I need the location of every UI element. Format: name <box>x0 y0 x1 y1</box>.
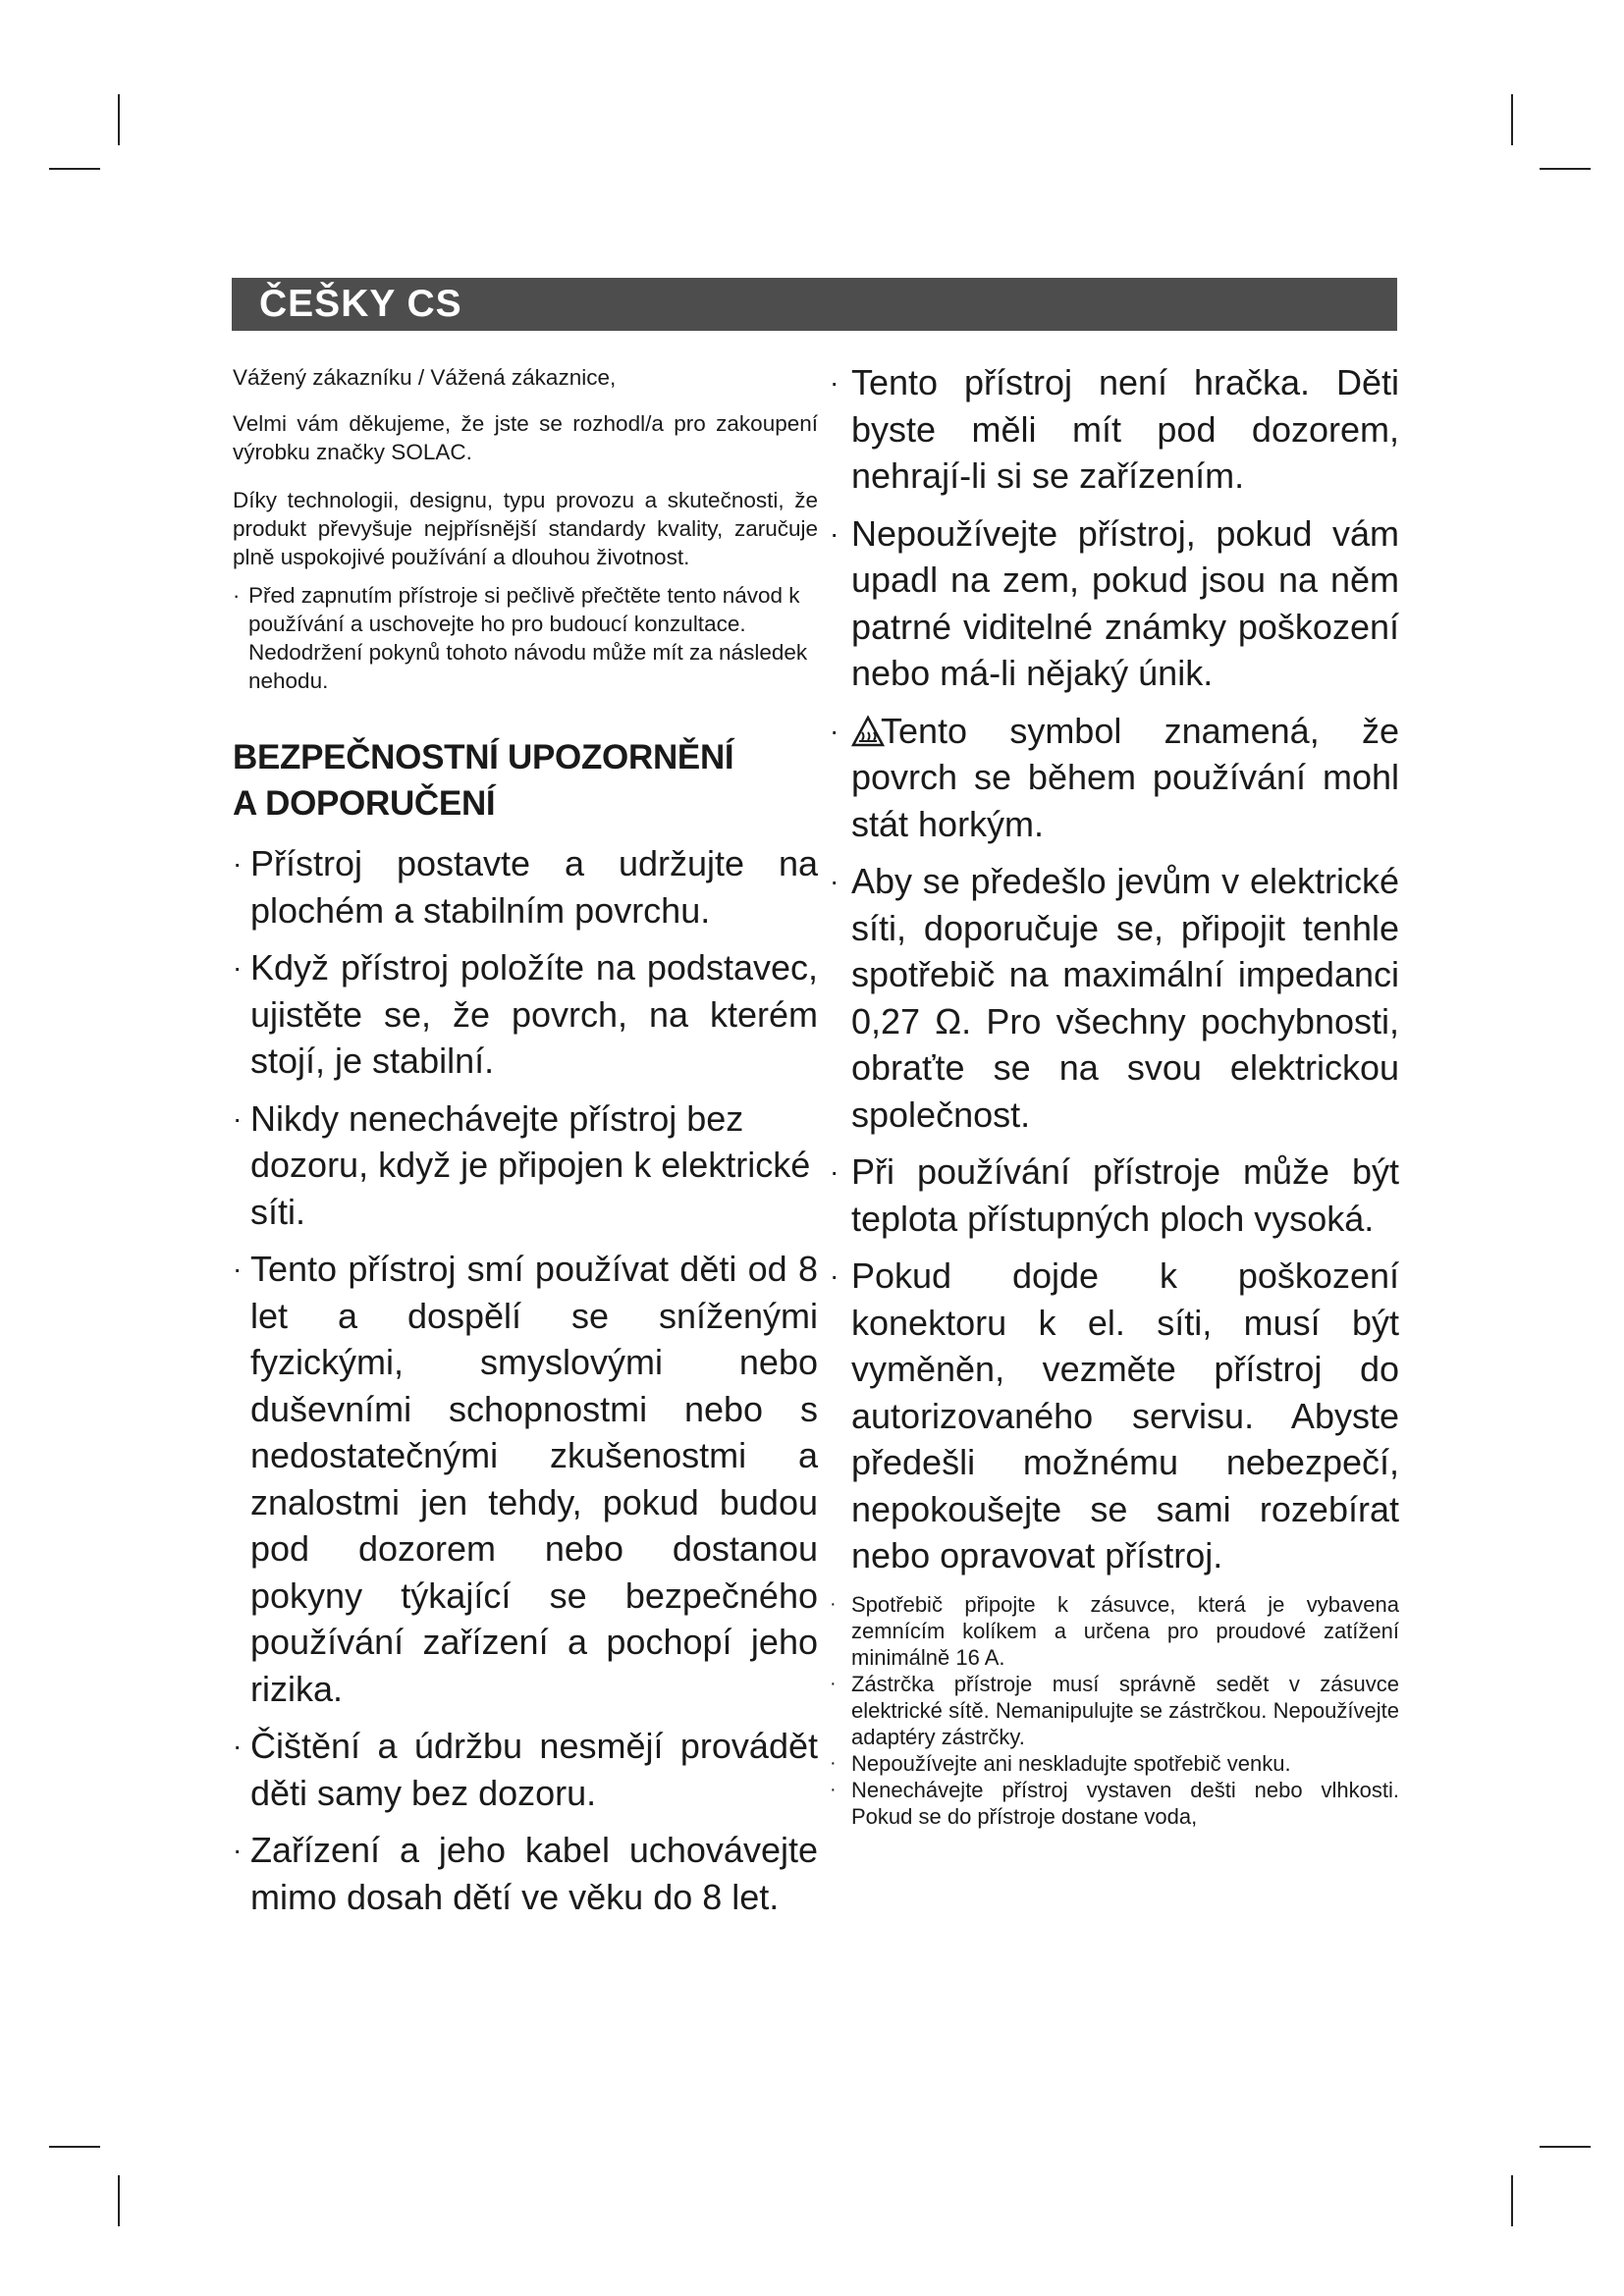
bullet-dot: · <box>233 1731 243 1761</box>
small-print-item <box>830 1591 1399 1671</box>
small-print-item <box>830 1671 1399 1750</box>
crop-mark <box>118 2175 120 2226</box>
crop-mark <box>49 168 100 170</box>
small-print-text: Nenechávejte přístroj vystaven dešti nebo vlhkosti. Pokud se do přístroje dostane voda, <box>851 1777 1399 1829</box>
left-column <box>233 363 818 1931</box>
crop-mark <box>1540 2146 1591 2148</box>
hot-surface-warning-icon <box>851 715 885 748</box>
safety-bullet-text: Zařízení a jeho kabel uchovávejte mimo dosah dětí ve věku do 8 let. <box>250 1830 818 1917</box>
safety-bullet <box>233 1095 818 1236</box>
bullet-dot: · <box>830 517 839 549</box>
bullet-dot: · <box>233 952 243 983</box>
bullet-dot: · <box>830 1672 837 1694</box>
intro-bullet-text: Před zapnutím přístroje si pečlivě přečtěte tento návod k používání a uschovejte ho pro budoucí konzultace. Nedodržení pokynů tohoto návodu může mít za následek nehodu. <box>248 583 808 693</box>
safety-bullet-text: Nepoužívejte přístroj, pokud vám upadl na zem, pokud jsou na něm patrné viditelné známky poškození nebo má-li nějaký únik. <box>851 512 1399 693</box>
safety-bullet <box>830 1148 1399 1242</box>
small-print-text: Zástrčka přístroje musí správně sedět v zásuvce elektrické sítě. Nemanipulujte se zástrčkou. Nepoužívejte adaptéry zástrčky. <box>851 1671 1399 1749</box>
small-print-item <box>830 1777 1399 1830</box>
small-print-text: Nepoužívejte ani neskladujte spotřebič venku. <box>851 1750 1291 1776</box>
small-print-item <box>830 1750 1399 1777</box>
crop-mark <box>118 94 120 145</box>
bullet-dot: · <box>830 1156 839 1187</box>
section-title-line1: BEZPEČNOSTNÍ UPOZORNĚNÍ <box>233 738 734 776</box>
safety-bullet-text: Tento přístroj není hračka. Děti byste měli mít pod dozorem, nehrají-li si se zařízením. <box>851 362 1399 496</box>
safety-bullet <box>830 1253 1399 1579</box>
bullet-dot: · <box>233 1254 243 1284</box>
safety-bullet-text: Když přístroj položíte na podstavec, ujistěte se, že povrch, na kterém stojí, je stabilní. <box>250 947 818 1081</box>
safety-bullet-text: Čištění a údržbu nesmějí provádět děti samy bez dozoru. <box>250 1726 818 1813</box>
bullet-dot: · <box>830 866 839 896</box>
small-print-list <box>830 1591 1399 1830</box>
bullet-dot: · <box>830 367 839 398</box>
safety-bullet <box>830 359 1399 500</box>
safety-bullet <box>233 944 818 1085</box>
bullet-dot: · <box>233 848 243 879</box>
bullet-dot: · <box>830 715 839 746</box>
safety-bullet <box>830 858 1399 1138</box>
safety-bullet <box>233 1246 818 1712</box>
bullet-dot: · <box>233 1835 243 1865</box>
symbol-bullet <box>830 708 1399 848</box>
bullet-dot: · <box>233 1102 243 1134</box>
safety-bullet-text: Pokud dojde k poškození konektoru k el. síti, musí být vyměněn, vezměte přístroj do autorizovaného servisu. Abyste předešli možnému nebezpečí, nepokoušejte se sami rozebírat nebo opravovat přístroj. <box>851 1255 1399 1575</box>
safety-bullet-text: Tento přístroj smí používat děti od 8 let a dospělí se sníženými fyzickými, smyslovými nebo duševními schopnostmi nebo s nedostatečnými zkušenostmi a znalostmi jen tehdy, pokud budou pod dozorem nebo dostanou pokyny týkající se bezpečného používání zařízení a pochopí jeho rizika. <box>250 1249 818 1709</box>
safety-bullet-text: Přístroj postavte a udržujte na plochém a stabilním povrchu. <box>250 843 818 931</box>
intro-bullet <box>233 581 818 695</box>
bullet-dot: · <box>830 1592 837 1615</box>
symbol-bullet-text: Tento symbol znamená, že povrch se během používání mohl stát horkým. <box>851 710 1399 844</box>
bullet-dot: · <box>830 1260 839 1291</box>
safety-bullet-text: Nikdy nenechávejte přístroj bez dozoru, když je připojen k elektrické síti. <box>250 1097 811 1232</box>
bullet-dot: · <box>233 583 241 608</box>
safety-bullet <box>233 1827 818 1920</box>
quality-paragraph: Díky technologii, designu, typu provozu a skutečnosti, že produkt převyšuje nejpřísnější standardy kvality, zaručuje plně uspokojivé používání a dlouhou životnost. <box>233 488 818 569</box>
safety-bullet-text: Při používání přístroje může být teplota přístupných ploch vysoká. <box>851 1151 1399 1239</box>
bullet-dot: · <box>830 1751 837 1774</box>
section-title-line2: A DOPORUČENÍ <box>233 784 496 823</box>
language-header: ČEŠKY CS <box>232 278 1397 331</box>
section-title <box>233 734 818 827</box>
safety-bullet <box>233 1723 818 1816</box>
symbol-bullet-body <box>851 708 1399 848</box>
crop-mark <box>1511 94 1513 145</box>
right-column <box>830 359 1399 1830</box>
thanks-paragraph: Velmi vám děkujeme, že jste se rozhodl/a pro zakoupení výrobku značky SOLAC. <box>233 411 818 464</box>
safety-bullet <box>233 840 818 934</box>
small-print-text: Spotřebič připojte k zásuvce, která je vybavena zemnícím kolíkem a určena pro proudové zatížení minimálně 16 A. <box>851 1591 1399 1670</box>
safety-bullet-text: Aby se předešlo jevům v elektrické síti, doporučuje se, připojit tenhle spotřebič na maximální impedanci 0,27 Ω. Pro všechny pochybnosti, obraťte se na svou elektrickou společnost. <box>851 861 1399 1135</box>
crop-mark <box>1540 168 1591 170</box>
greeting: Vážený zákazníku / Vážená zákaznice, <box>233 365 617 390</box>
crop-mark <box>1511 2175 1513 2226</box>
bullet-dot: · <box>830 1778 837 1800</box>
crop-mark <box>49 2146 100 2148</box>
safety-bullet <box>830 510 1399 697</box>
